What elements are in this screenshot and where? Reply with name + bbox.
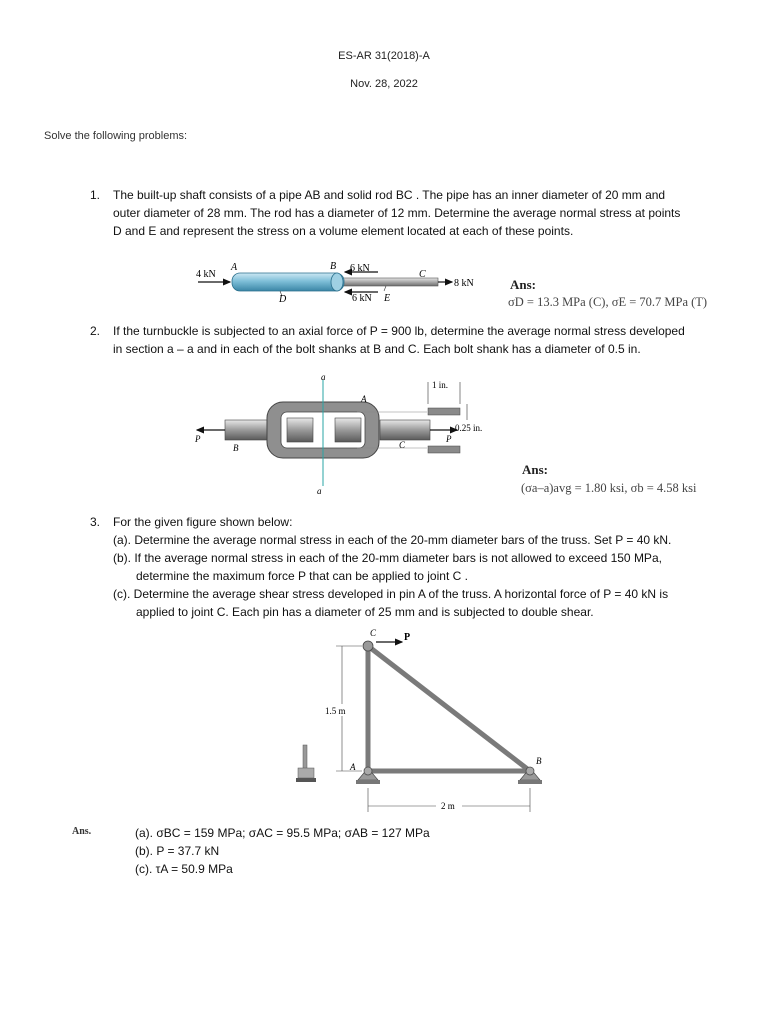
label-6kn-top: 6 kN [350, 263, 370, 274]
label-C: C [399, 440, 406, 450]
bar-bc [368, 646, 530, 771]
label-d: D [279, 294, 287, 305]
label-6kn-bottom: 6 kN [352, 293, 372, 304]
dimension-025in: 0.25 in. [455, 423, 483, 433]
label-8kn: 8 kN [454, 278, 474, 289]
label-A: A [361, 394, 367, 404]
problem-1-line-3: D and E and represent the stress on a volume element located at each of these points. [113, 224, 574, 238]
final-answer-a: (a). σBC = 159 MPa; σAC = 95.5 MPa; σAB = 127 MPa [135, 826, 430, 840]
document-code: ES-AR 31(2018)-A [338, 50, 430, 62]
shaft-figure [190, 258, 490, 308]
label-4kn: 4 kN [196, 269, 216, 280]
document-date: Nov. 28, 2022 [350, 78, 418, 90]
joint-c [363, 641, 373, 651]
label-B: B [233, 443, 239, 453]
problem-1-line-1: The built-up shaft consists of a pipe AB and solid rod BC . The pipe has an inner diameter of 20 mm and [113, 188, 666, 202]
problem-3-number: 3. [90, 515, 101, 529]
problem-3-intro: For the given figure shown below: [113, 515, 293, 529]
label-a: A [231, 262, 238, 273]
problem-1-number: 1. [90, 188, 101, 202]
final-answer-b: (b). P = 37.7 kN [135, 844, 220, 858]
turnbuckle-figure [185, 368, 505, 500]
label-P-right: P [446, 434, 452, 444]
problem-1-answer: σD = 13.3 MPa (C), σE = 70.7 MPa (T) [508, 295, 708, 309]
problem-1-answer-label: Ans: [510, 277, 537, 292]
label-a: A [350, 762, 356, 772]
instructions: Solve the following problems: [44, 130, 188, 142]
problem-3 [90, 513, 740, 621]
label-c: C [370, 628, 377, 638]
label-c: C [419, 269, 426, 280]
label-b: B [330, 261, 337, 272]
problem-2-line-1: If the turnbuckle is subjected to an axial force of P = 900 lb, determine the average normal stress developed [113, 324, 685, 338]
problem-2-line-2: in section a – a and in each of the bolt shanks at B and C. Each bolt shank has a diameter of 0.5 in. [113, 342, 641, 356]
dimension-width: 2 m [441, 801, 455, 811]
label-b: B [536, 756, 542, 766]
problem-3-part-c: (c). Determine the average shear stress developed in pin A of the truss. A horizontal force of P = 40 kN is applied to joint C. Each pin has a diameter of 25 mm and is subjected to double shear. [113, 587, 669, 619]
label-e: E [384, 293, 391, 304]
problem-2-answer: (σa–a)avg = 1.80 ksi, σb = 4.58 ksi [521, 481, 697, 495]
label-section-a-top: a [321, 372, 326, 382]
problem-2-number: 2. [90, 324, 101, 338]
dimension-height: 1.5 m [325, 706, 346, 716]
final-answer-label: Ans. [72, 826, 92, 837]
problem-1 [90, 186, 740, 240]
label-section-a-bottom: a [317, 486, 322, 496]
pipe-ab [232, 273, 344, 291]
truss-figure [286, 628, 556, 818]
dimension-1in: 1 in. [432, 380, 449, 390]
final-answer-c: (c). τA = 50.9 MPa [135, 862, 233, 876]
problem-2 [90, 322, 740, 358]
problem-3-part-b: (b). If the average normal stress in each of the 20-mm diameter bars is not allowed to exceed 150 MPa, determine the maximum force P that can be applied to joint C . [113, 551, 662, 583]
problem-2-answer-label: Ans: [522, 462, 549, 477]
problem-3-part-a: (a). Determine the average normal stress in each of the 20-mm diameter bars of the truss. Set P = 40 kN. [113, 533, 672, 547]
label-P-left: P [195, 434, 201, 444]
bolt-shank-c [380, 420, 430, 440]
label-p: P [404, 632, 411, 643]
problem-1-line-2: outer diameter of 28 mm. The rod has a diameter of 12 mm. Determine the average normal stress at points [113, 206, 681, 220]
final-answers [135, 824, 430, 878]
